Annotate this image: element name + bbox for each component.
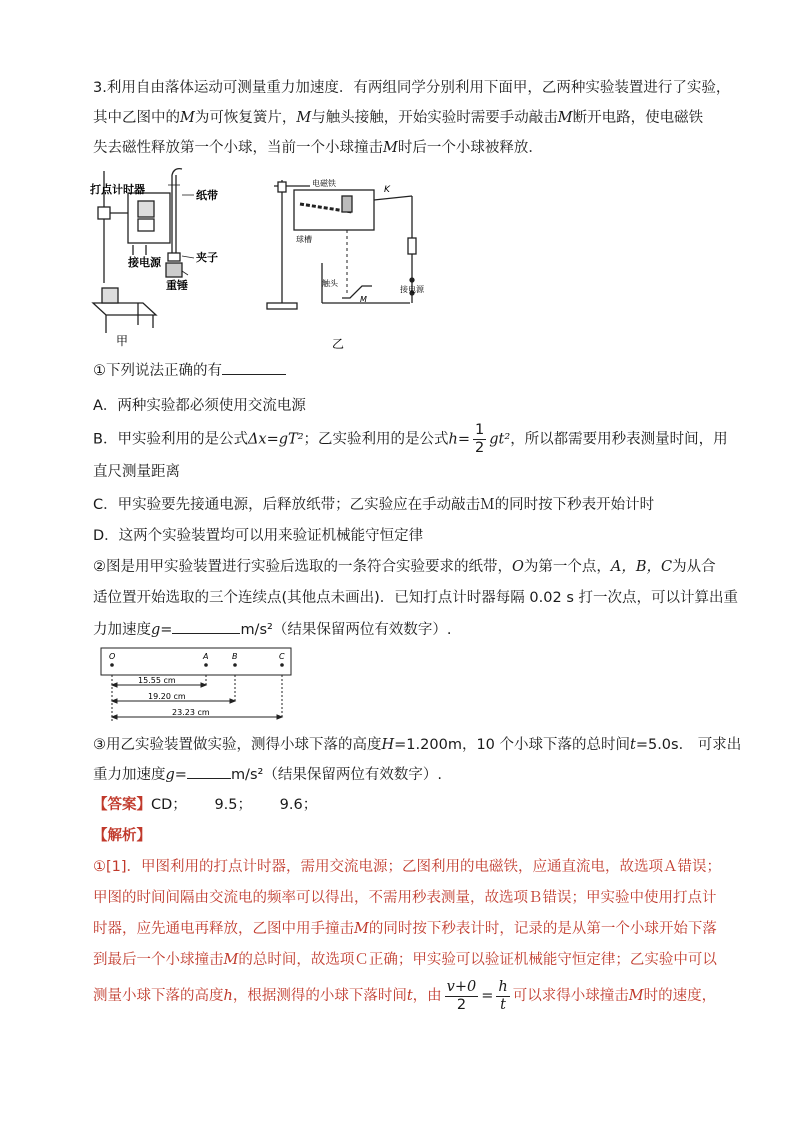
tape-label-c: C (279, 652, 285, 661)
analysis-line-1: ①[1]．甲图利用的打点计时器，需用交流电源；乙图利用的电磁铁，应通直流电，故选项Ａ错误； (93, 859, 722, 875)
answer-blank-1 (222, 360, 286, 375)
question-line-2 (93, 108, 703, 128)
text: 到最后一个小球撞击 (93, 952, 224, 968)
text: ①下列说法正确的有 (93, 363, 222, 379)
analysis-label-text: 【解析】 (93, 828, 151, 844)
part2-line-2: 适位置开始选取的三个连续点(其他点未画出)．已知打点计时器每隔 0.02 s 打一次点，可以计算出重 (93, 590, 738, 606)
text: 时器，应先通电再释放，乙图中用手撞击 (93, 921, 354, 937)
var-g: g= (165, 767, 187, 783)
option-d: D．这两个实验装置均可以用来验证机械能守恒定律 (93, 528, 424, 544)
denominator: 2 (475, 440, 485, 456)
part3-line-1 (93, 735, 741, 755)
label-clip: 夹子 (196, 251, 218, 264)
part2-line-1 (93, 557, 716, 577)
text: 测量小球下落的高度 (93, 988, 224, 1004)
part2-line-3 (93, 619, 451, 640)
var-m: M (383, 140, 398, 156)
option-c: C．甲实验要先接通电源，后释放纸带；乙实验应在手动敲击Ｍ的同时按下秒表开始计时 (93, 497, 655, 513)
text: 的同时按下秒表计时，记录的是从第一个小球开始下落 (368, 921, 717, 937)
answer-line (93, 795, 317, 815)
text: B．甲实验利用的是公式 (93, 431, 248, 448)
option-b-line2: 直尺测量距离 (93, 464, 180, 480)
option-b (93, 422, 728, 457)
tape-label-a: A (203, 652, 209, 661)
figure-jia (88, 163, 268, 353)
label-magnet: 电磁铁 (312, 179, 336, 188)
var-g: g= (151, 622, 173, 638)
text: ②图是用甲实验装置进行实验后选取的一条符合实验要求的纸带， (93, 559, 512, 575)
label-power-yi: 接电源 (400, 285, 424, 294)
text: 为可恢复簧片， (194, 110, 297, 126)
var-t: t (630, 737, 636, 753)
label-weight: 重锤 (166, 279, 188, 292)
label-contact: 触头 (322, 279, 338, 288)
answer-blank-3 (187, 764, 231, 779)
formula: gt² (489, 431, 511, 448)
text: 断开电路，使电磁铁 (572, 110, 704, 126)
text: ，根据测得的小球下落时间 (232, 988, 407, 1004)
var-m: M (557, 110, 573, 126)
question-line-1 (93, 78, 730, 98)
caption-yi: 乙 (332, 337, 345, 351)
text: 为第一个点， (523, 559, 611, 575)
answer-text: CD； 9.5； 9.6； (151, 797, 318, 813)
tape-figure (100, 645, 295, 725)
numerator: 1 (475, 422, 485, 438)
text: m/s²（结果保留两位有效数字）. (240, 622, 452, 638)
var-m: M (296, 110, 312, 126)
fraction-v (445, 979, 479, 1014)
equals: = (481, 988, 494, 1004)
question-text: 利用自由落体运动可测量重力加速度．有两组同学分别利用下面甲，乙两种实验装置进行了实验， (106, 80, 731, 96)
answer-blank-2 (172, 619, 240, 634)
figure-yi (262, 168, 432, 353)
analysis-line-5 (93, 976, 716, 1016)
var-h: H (381, 737, 395, 753)
text: 时后一个小球被释放． (397, 140, 543, 156)
fraction-half (473, 422, 486, 457)
text: 的总时间，故选项Ｃ正确；甲实验可以验证机械能守恒定律；乙实验中可以 (238, 952, 717, 968)
tape-dot-a (204, 663, 208, 667)
text: ，所以都需要用秒表测量时间，用 (510, 431, 728, 448)
text: m/s²（结果保留两位有效数字）. (230, 767, 442, 783)
part3-line-2 (93, 764, 442, 785)
text: ；乙实验利用的是公式 (303, 431, 449, 448)
tape-label-b: B (232, 652, 238, 661)
tape-dist-b: 19.20 cm (148, 692, 186, 701)
analysis-label (93, 826, 151, 846)
text: 与触头接触，开始实验时需要手动敲击 (311, 110, 558, 126)
var-abc: A，B，C (610, 559, 673, 575)
fraction-h-t (496, 979, 509, 1014)
text: ③用乙实验装置做实验，测得小球下落的高度 (93, 737, 382, 753)
text: ，由 (412, 988, 442, 1004)
text: 为从合 (672, 559, 716, 575)
text: 力加速度 (93, 622, 151, 638)
caption-jia: 甲 (116, 334, 129, 348)
text: =1.200m，10 个小球下落的总时间 (394, 737, 630, 753)
var-m: M (628, 988, 644, 1004)
part1-prompt (93, 360, 286, 381)
label-tape: 纸带 (196, 189, 218, 202)
label-groove: 球槽 (296, 235, 312, 244)
label-m: M (360, 295, 367, 304)
formula: h= (448, 431, 471, 448)
text: 可以求得小球撞击 (512, 988, 629, 1004)
tape-dot-b (233, 663, 237, 667)
var-o: O (512, 559, 524, 575)
text: 重力加速度 (93, 767, 166, 783)
answer-label: 【答案】 (93, 797, 151, 813)
text: 失去磁性释放第一个小球，当前一个小球撞击 (93, 140, 383, 156)
label-timer: 打点计时器 (90, 183, 145, 196)
analysis-line-4 (93, 950, 717, 970)
tape-dot-o (110, 663, 114, 667)
text: =5.0s． 可求出 (635, 737, 742, 753)
text: 其中乙图中的 (93, 110, 180, 126)
formula: Δx=gT² (247, 431, 304, 448)
denominator: t (500, 996, 506, 1013)
label-power: 接电源 (128, 256, 161, 269)
tape-dot-c (280, 663, 284, 667)
tape-label-o: O (109, 652, 116, 661)
analysis-line-3 (93, 919, 717, 939)
tape-dist-c: 23.23 cm (172, 708, 210, 717)
tape-dist-a: 15.55 cm (138, 676, 176, 685)
var-t: t (406, 988, 413, 1004)
var-m: M (180, 110, 195, 126)
numerator: v+0 (446, 978, 477, 995)
var-h: h (223, 988, 233, 1004)
analysis-line-2: 甲图的时间间隔由交流电的频率可以得出，不需用秒表测量，故选项Ｂ错误；甲实验中使用打点计 (93, 890, 717, 906)
question-number: 3. (93, 80, 107, 96)
numerator: h (498, 978, 508, 995)
option-a: A．两种实验都必须使用交流电源 (93, 398, 306, 414)
text: 时的速度， (643, 988, 717, 1004)
denominator: 2 (456, 996, 467, 1013)
var-m: M (354, 921, 369, 937)
var-m: M (223, 952, 239, 968)
question-line-3 (93, 138, 543, 158)
label-k: K (384, 185, 390, 195)
